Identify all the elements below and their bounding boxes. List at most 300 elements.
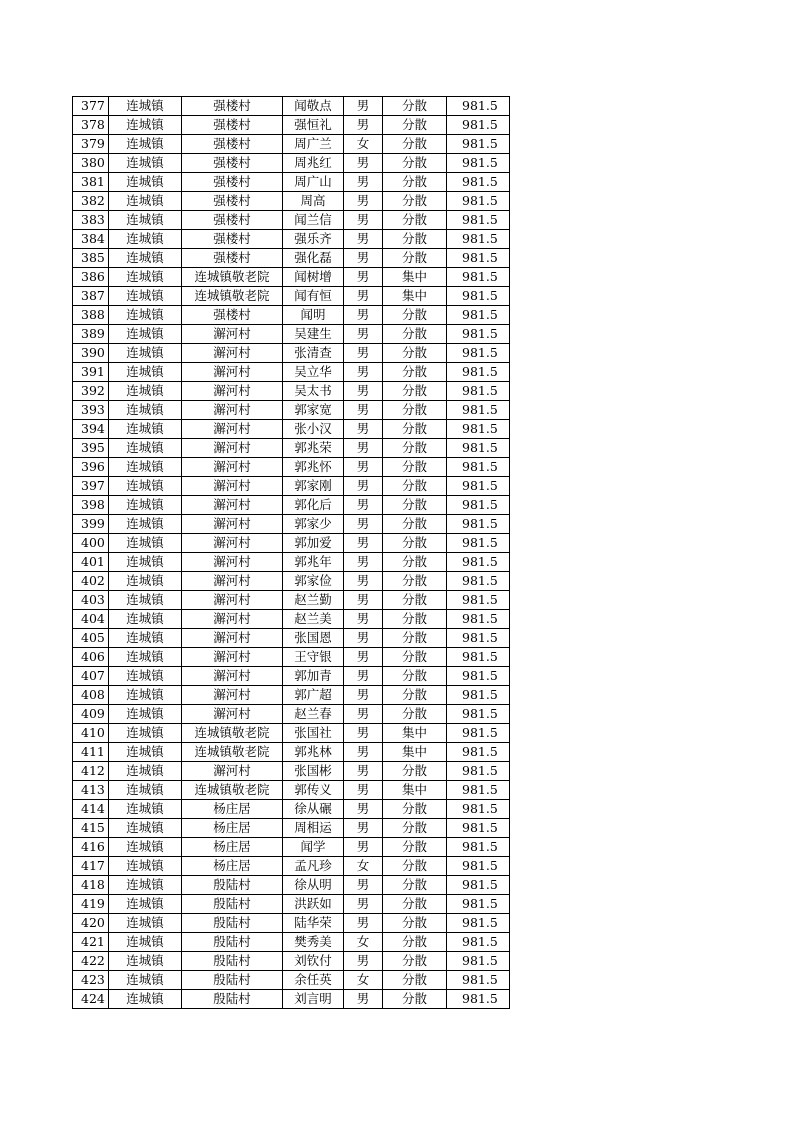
- village-cell: 杨庄居: [182, 838, 283, 857]
- village-cell: 澥河村: [182, 705, 283, 724]
- name-cell: 郭加青: [283, 667, 344, 686]
- gender-cell: 男: [344, 838, 383, 857]
- town-cell: 连城镇: [109, 458, 182, 477]
- table-row: [73, 876, 510, 895]
- support-type-cell: 分散: [383, 382, 447, 401]
- row-number-cell: 419: [73, 895, 109, 914]
- gender-cell: 男: [344, 211, 383, 230]
- table-row: [73, 534, 510, 553]
- amount-cell: 981.5: [447, 287, 510, 306]
- row-number-cell: 412: [73, 762, 109, 781]
- row-number-cell: 422: [73, 952, 109, 971]
- gender-cell: 男: [344, 249, 383, 268]
- town-cell: 连城镇: [109, 192, 182, 211]
- row-number-cell: 377: [73, 97, 109, 116]
- row-number-cell: 390: [73, 344, 109, 363]
- amount-cell: 981.5: [447, 933, 510, 952]
- town-cell: 连城镇: [109, 971, 182, 990]
- village-cell: 杨庄居: [182, 800, 283, 819]
- name-cell: 郭兆林: [283, 743, 344, 762]
- village-cell: 澥河村: [182, 591, 283, 610]
- support-type-cell: 分散: [383, 819, 447, 838]
- name-cell: 郭家俭: [283, 572, 344, 591]
- amount-cell: 981.5: [447, 914, 510, 933]
- village-cell: 强楼村: [182, 306, 283, 325]
- roster-body: [73, 97, 510, 1009]
- row-number-cell: 416: [73, 838, 109, 857]
- town-cell: 连城镇: [109, 724, 182, 743]
- amount-cell: 981.5: [447, 135, 510, 154]
- gender-cell: 男: [344, 572, 383, 591]
- village-cell: 强楼村: [182, 135, 283, 154]
- support-type-cell: 分散: [383, 97, 447, 116]
- town-cell: 连城镇: [109, 667, 182, 686]
- town-cell: 连城镇: [109, 933, 182, 952]
- gender-cell: 男: [344, 363, 383, 382]
- row-number-cell: 385: [73, 249, 109, 268]
- row-number-cell: 394: [73, 420, 109, 439]
- table-row: [73, 458, 510, 477]
- table-row: [73, 914, 510, 933]
- name-cell: 郭广超: [283, 686, 344, 705]
- table-row: [73, 249, 510, 268]
- table-row: [73, 743, 510, 762]
- town-cell: 连城镇: [109, 990, 182, 1009]
- table-row: [73, 629, 510, 648]
- row-number-cell: 383: [73, 211, 109, 230]
- amount-cell: 981.5: [447, 971, 510, 990]
- town-cell: 连城镇: [109, 401, 182, 420]
- village-cell: 殷陆村: [182, 895, 283, 914]
- support-type-cell: 分散: [383, 762, 447, 781]
- row-number-cell: 423: [73, 971, 109, 990]
- name-cell: 闻学: [283, 838, 344, 857]
- table-row: [73, 268, 510, 287]
- support-type-cell: 分散: [383, 952, 447, 971]
- town-cell: 连城镇: [109, 515, 182, 534]
- name-cell: 赵兰勤: [283, 591, 344, 610]
- support-type-cell: 分散: [383, 439, 447, 458]
- table-row: [73, 990, 510, 1009]
- town-cell: 连城镇: [109, 306, 182, 325]
- row-number-cell: 403: [73, 591, 109, 610]
- row-number-cell: 414: [73, 800, 109, 819]
- town-cell: 连城镇: [109, 838, 182, 857]
- village-cell: 澥河村: [182, 420, 283, 439]
- village-cell: 强楼村: [182, 249, 283, 268]
- name-cell: 强乐齐: [283, 230, 344, 249]
- town-cell: 连城镇: [109, 363, 182, 382]
- row-number-cell: 407: [73, 667, 109, 686]
- village-cell: 连城镇敬老院: [182, 724, 283, 743]
- town-cell: 连城镇: [109, 610, 182, 629]
- table-row: [73, 648, 510, 667]
- town-cell: 连城镇: [109, 325, 182, 344]
- support-type-cell: 分散: [383, 116, 447, 135]
- village-cell: 澥河村: [182, 667, 283, 686]
- name-cell: 郭兆怀: [283, 458, 344, 477]
- amount-cell: 981.5: [447, 515, 510, 534]
- support-type-cell: 分散: [383, 230, 447, 249]
- support-type-cell: 分散: [383, 325, 447, 344]
- village-cell: 殷陆村: [182, 971, 283, 990]
- village-cell: 殷陆村: [182, 952, 283, 971]
- gender-cell: 男: [344, 648, 383, 667]
- gender-cell: 男: [344, 496, 383, 515]
- support-type-cell: 分散: [383, 876, 447, 895]
- table-row: [73, 705, 510, 724]
- gender-cell: 男: [344, 781, 383, 800]
- table-row: [73, 154, 510, 173]
- roster-table: [72, 96, 510, 1009]
- support-type-cell: 分散: [383, 534, 447, 553]
- table-row: [73, 762, 510, 781]
- gender-cell: 男: [344, 173, 383, 192]
- town-cell: 连城镇: [109, 876, 182, 895]
- support-type-cell: 分散: [383, 667, 447, 686]
- village-cell: 澥河村: [182, 439, 283, 458]
- village-cell: 澥河村: [182, 610, 283, 629]
- amount-cell: 981.5: [447, 325, 510, 344]
- support-type-cell: 分散: [383, 154, 447, 173]
- support-type-cell: 分散: [383, 971, 447, 990]
- support-type-cell: 集中: [383, 287, 447, 306]
- town-cell: 连城镇: [109, 287, 182, 306]
- gender-cell: 女: [344, 971, 383, 990]
- amount-cell: 981.5: [447, 477, 510, 496]
- row-number-cell: 392: [73, 382, 109, 401]
- support-type-cell: 分散: [383, 990, 447, 1009]
- village-cell: 澥河村: [182, 553, 283, 572]
- name-cell: 郭家宽: [283, 401, 344, 420]
- town-cell: 连城镇: [109, 97, 182, 116]
- name-cell: 闻明: [283, 306, 344, 325]
- support-type-cell: 分散: [383, 572, 447, 591]
- name-cell: 闻敬点: [283, 97, 344, 116]
- village-cell: 强楼村: [182, 211, 283, 230]
- gender-cell: 男: [344, 895, 383, 914]
- support-type-cell: 分散: [383, 363, 447, 382]
- support-type-cell: 分散: [383, 629, 447, 648]
- table-row: [73, 192, 510, 211]
- name-cell: 徐从碾: [283, 800, 344, 819]
- name-cell: 徐从明: [283, 876, 344, 895]
- name-cell: 张国彬: [283, 762, 344, 781]
- gender-cell: 男: [344, 686, 383, 705]
- gender-cell: 男: [344, 591, 383, 610]
- support-type-cell: 集中: [383, 724, 447, 743]
- gender-cell: 男: [344, 629, 383, 648]
- amount-cell: 981.5: [447, 230, 510, 249]
- village-cell: 澥河村: [182, 496, 283, 515]
- amount-cell: 981.5: [447, 648, 510, 667]
- village-cell: 强楼村: [182, 173, 283, 192]
- table-row: [73, 306, 510, 325]
- name-cell: 强化磊: [283, 249, 344, 268]
- village-cell: 强楼村: [182, 116, 283, 135]
- name-cell: 余任英: [283, 971, 344, 990]
- table-row: [73, 686, 510, 705]
- table-row: [73, 667, 510, 686]
- amount-cell: 981.5: [447, 572, 510, 591]
- amount-cell: 981.5: [447, 686, 510, 705]
- gender-cell: 女: [344, 857, 383, 876]
- village-cell: 澥河村: [182, 458, 283, 477]
- town-cell: 连城镇: [109, 211, 182, 230]
- support-type-cell: 分散: [383, 249, 447, 268]
- row-number-cell: 398: [73, 496, 109, 515]
- row-number-cell: 396: [73, 458, 109, 477]
- gender-cell: 男: [344, 458, 383, 477]
- town-cell: 连城镇: [109, 819, 182, 838]
- row-number-cell: 400: [73, 534, 109, 553]
- support-type-cell: 分散: [383, 857, 447, 876]
- amount-cell: 981.5: [447, 420, 510, 439]
- gender-cell: 男: [344, 743, 383, 762]
- gender-cell: 男: [344, 990, 383, 1009]
- village-cell: 杨庄居: [182, 819, 283, 838]
- town-cell: 连城镇: [109, 439, 182, 458]
- town-cell: 连城镇: [109, 686, 182, 705]
- table-row: [73, 344, 510, 363]
- row-number-cell: 405: [73, 629, 109, 648]
- table-row: [73, 287, 510, 306]
- row-number-cell: 409: [73, 705, 109, 724]
- village-cell: 强楼村: [182, 97, 283, 116]
- town-cell: 连城镇: [109, 705, 182, 724]
- gender-cell: 女: [344, 135, 383, 154]
- support-type-cell: 集中: [383, 268, 447, 287]
- town-cell: 连城镇: [109, 857, 182, 876]
- town-cell: 连城镇: [109, 553, 182, 572]
- row-number-cell: 381: [73, 173, 109, 192]
- name-cell: 张国社: [283, 724, 344, 743]
- name-cell: 闻兰信: [283, 211, 344, 230]
- village-cell: 强楼村: [182, 154, 283, 173]
- support-type-cell: 分散: [383, 135, 447, 154]
- gender-cell: 男: [344, 914, 383, 933]
- row-number-cell: 388: [73, 306, 109, 325]
- gender-cell: 女: [344, 933, 383, 952]
- table-row: [73, 420, 510, 439]
- name-cell: 郭家少: [283, 515, 344, 534]
- table-row: [73, 97, 510, 116]
- row-number-cell: 424: [73, 990, 109, 1009]
- gender-cell: 男: [344, 344, 383, 363]
- name-cell: 闻树增: [283, 268, 344, 287]
- village-cell: 杨庄居: [182, 857, 283, 876]
- row-number-cell: 378: [73, 116, 109, 135]
- row-number-cell: 389: [73, 325, 109, 344]
- amount-cell: 981.5: [447, 249, 510, 268]
- town-cell: 连城镇: [109, 135, 182, 154]
- gender-cell: 男: [344, 610, 383, 629]
- village-cell: 澥河村: [182, 629, 283, 648]
- gender-cell: 男: [344, 952, 383, 971]
- amount-cell: 981.5: [447, 382, 510, 401]
- table-row: [73, 819, 510, 838]
- name-cell: 周广兰: [283, 135, 344, 154]
- table-row: [73, 952, 510, 971]
- village-cell: 澥河村: [182, 648, 283, 667]
- gender-cell: 男: [344, 401, 383, 420]
- name-cell: 郭家刚: [283, 477, 344, 496]
- row-number-cell: 384: [73, 230, 109, 249]
- support-type-cell: 分散: [383, 496, 447, 515]
- name-cell: 郭化后: [283, 496, 344, 515]
- gender-cell: 男: [344, 515, 383, 534]
- amount-cell: 981.5: [447, 705, 510, 724]
- support-type-cell: 分散: [383, 591, 447, 610]
- name-cell: 张国恩: [283, 629, 344, 648]
- gender-cell: 男: [344, 306, 383, 325]
- row-number-cell: 402: [73, 572, 109, 591]
- town-cell: 连城镇: [109, 629, 182, 648]
- amount-cell: 981.5: [447, 610, 510, 629]
- gender-cell: 男: [344, 553, 383, 572]
- row-number-cell: 397: [73, 477, 109, 496]
- table-row: [73, 382, 510, 401]
- town-cell: 连城镇: [109, 420, 182, 439]
- gender-cell: 男: [344, 192, 383, 211]
- name-cell: 强恒礼: [283, 116, 344, 135]
- amount-cell: 981.5: [447, 838, 510, 857]
- name-cell: 郭加爱: [283, 534, 344, 553]
- gender-cell: 男: [344, 382, 383, 401]
- amount-cell: 981.5: [447, 591, 510, 610]
- table-row: [73, 401, 510, 420]
- amount-cell: 981.5: [447, 724, 510, 743]
- town-cell: 连城镇: [109, 477, 182, 496]
- town-cell: 连城镇: [109, 249, 182, 268]
- amount-cell: 981.5: [447, 439, 510, 458]
- amount-cell: 981.5: [447, 952, 510, 971]
- row-number-cell: 420: [73, 914, 109, 933]
- village-cell: 澥河村: [182, 382, 283, 401]
- table-row: [73, 325, 510, 344]
- amount-cell: 981.5: [447, 895, 510, 914]
- town-cell: 连城镇: [109, 116, 182, 135]
- village-cell: 澥河村: [182, 762, 283, 781]
- name-cell: 吴建生: [283, 325, 344, 344]
- row-number-cell: 399: [73, 515, 109, 534]
- amount-cell: 981.5: [447, 173, 510, 192]
- gender-cell: 男: [344, 268, 383, 287]
- table-row: [73, 572, 510, 591]
- gender-cell: 男: [344, 724, 383, 743]
- table-row: [73, 135, 510, 154]
- town-cell: 连城镇: [109, 173, 182, 192]
- name-cell: 赵兰春: [283, 705, 344, 724]
- village-cell: 殷陆村: [182, 990, 283, 1009]
- amount-cell: 981.5: [447, 667, 510, 686]
- row-number-cell: 380: [73, 154, 109, 173]
- town-cell: 连城镇: [109, 268, 182, 287]
- village-cell: 殷陆村: [182, 933, 283, 952]
- support-type-cell: 分散: [383, 553, 447, 572]
- name-cell: 刘钦付: [283, 952, 344, 971]
- amount-cell: 981.5: [447, 192, 510, 211]
- row-number-cell: 408: [73, 686, 109, 705]
- table-row: [73, 838, 510, 857]
- row-number-cell: 393: [73, 401, 109, 420]
- name-cell: 郭兆荣: [283, 439, 344, 458]
- row-number-cell: 401: [73, 553, 109, 572]
- town-cell: 连城镇: [109, 952, 182, 971]
- amount-cell: 981.5: [447, 781, 510, 800]
- town-cell: 连城镇: [109, 762, 182, 781]
- support-type-cell: 分散: [383, 173, 447, 192]
- village-cell: 强楼村: [182, 230, 283, 249]
- village-cell: 连城镇敬老院: [182, 781, 283, 800]
- amount-cell: 981.5: [447, 553, 510, 572]
- name-cell: 赵兰美: [283, 610, 344, 629]
- town-cell: 连城镇: [109, 914, 182, 933]
- support-type-cell: 分散: [383, 914, 447, 933]
- amount-cell: 981.5: [447, 990, 510, 1009]
- village-cell: 澥河村: [182, 534, 283, 553]
- gender-cell: 男: [344, 800, 383, 819]
- amount-cell: 981.5: [447, 496, 510, 515]
- support-type-cell: 分散: [383, 477, 447, 496]
- village-cell: 连城镇敬老院: [182, 743, 283, 762]
- name-cell: 周兆红: [283, 154, 344, 173]
- row-number-cell: 404: [73, 610, 109, 629]
- name-cell: 闻有恒: [283, 287, 344, 306]
- row-number-cell: 406: [73, 648, 109, 667]
- gender-cell: 男: [344, 325, 383, 344]
- gender-cell: 男: [344, 230, 383, 249]
- name-cell: 刘言明: [283, 990, 344, 1009]
- amount-cell: 981.5: [447, 306, 510, 325]
- village-cell: 澥河村: [182, 325, 283, 344]
- support-type-cell: 集中: [383, 781, 447, 800]
- town-cell: 连城镇: [109, 382, 182, 401]
- support-type-cell: 分散: [383, 800, 447, 819]
- village-cell: 澥河村: [182, 477, 283, 496]
- village-cell: 澥河村: [182, 515, 283, 534]
- name-cell: 张清查: [283, 344, 344, 363]
- village-cell: 殷陆村: [182, 914, 283, 933]
- name-cell: 樊秀美: [283, 933, 344, 952]
- table-row: [73, 781, 510, 800]
- gender-cell: 男: [344, 116, 383, 135]
- amount-cell: 981.5: [447, 211, 510, 230]
- row-number-cell: 417: [73, 857, 109, 876]
- amount-cell: 981.5: [447, 458, 510, 477]
- support-type-cell: 分散: [383, 458, 447, 477]
- amount-cell: 981.5: [447, 857, 510, 876]
- row-number-cell: 379: [73, 135, 109, 154]
- amount-cell: 981.5: [447, 534, 510, 553]
- row-number-cell: 386: [73, 268, 109, 287]
- amount-cell: 981.5: [447, 97, 510, 116]
- table-row: [73, 800, 510, 819]
- town-cell: 连城镇: [109, 534, 182, 553]
- name-cell: 吴太书: [283, 382, 344, 401]
- support-type-cell: 分散: [383, 686, 447, 705]
- village-cell: 澥河村: [182, 363, 283, 382]
- support-type-cell: 分散: [383, 515, 447, 534]
- support-type-cell: 分散: [383, 648, 447, 667]
- town-cell: 连城镇: [109, 344, 182, 363]
- table-row: [73, 515, 510, 534]
- name-cell: 吴立华: [283, 363, 344, 382]
- support-type-cell: 分散: [383, 705, 447, 724]
- table-row: [73, 610, 510, 629]
- row-number-cell: 387: [73, 287, 109, 306]
- village-cell: 连城镇敬老院: [182, 268, 283, 287]
